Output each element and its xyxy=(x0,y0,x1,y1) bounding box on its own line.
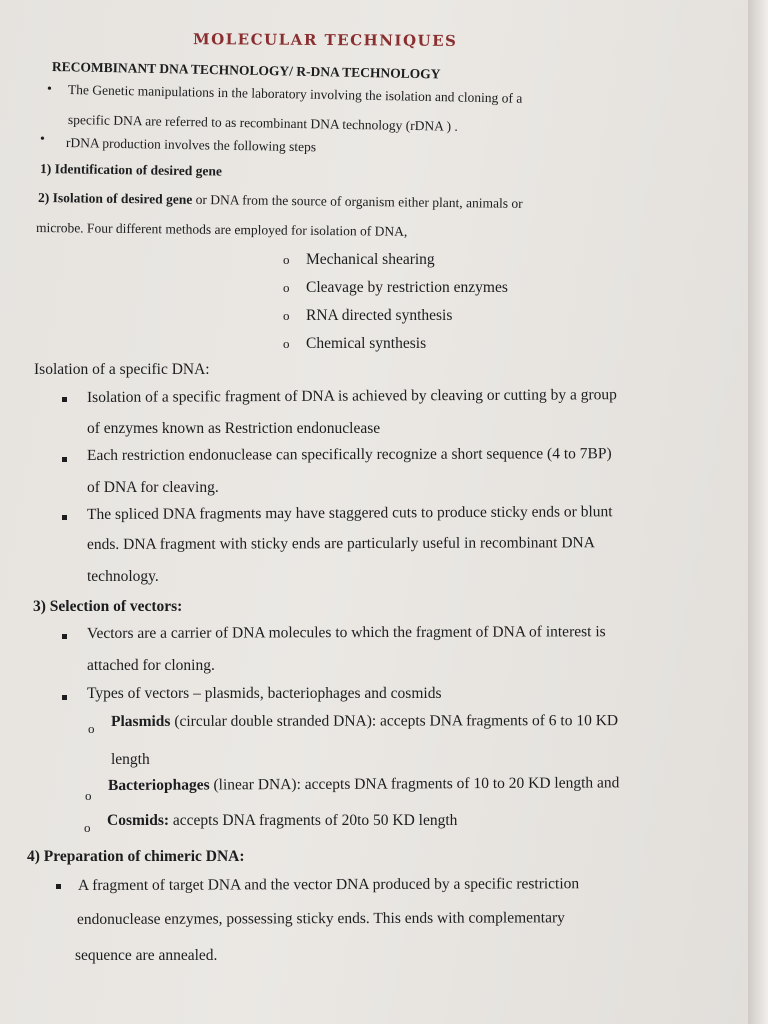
step-1-number: 1) xyxy=(39,161,52,177)
method-3: RNA directed synthesis xyxy=(306,307,453,324)
intro-2-line1: rDNA production involves the following steps xyxy=(65,135,317,155)
page-title: MOLECULAR TECHNIQUES xyxy=(192,30,458,50)
square-bullet xyxy=(62,695,67,700)
isolation-3-line3: technology. xyxy=(87,568,159,585)
method-4: Chemical synthesis xyxy=(306,335,427,352)
step-3-heading: 3) Selection of vectors: xyxy=(33,598,183,615)
cosmids-text: accepts DNA fragments of 20to 50 KD length xyxy=(172,812,458,829)
plasmids-text2: length xyxy=(111,751,150,768)
page-edge xyxy=(748,0,768,1024)
step-4-line2: endonuclease enzymes, possessing sticky ends. This ends with complementary xyxy=(76,909,565,928)
square-bullet xyxy=(62,515,67,520)
isolation-1-line1: Isolation of a specific fragment of DNA is achieved by cleaving or cutting by a group xyxy=(86,386,617,406)
bullet-dot: • xyxy=(47,82,52,97)
step-4-heading: 4) Preparation of chimeric DNA: xyxy=(27,848,245,865)
intro-1-line2: specific DNA are referred to as recombinant DNA technology (rDNA ) . xyxy=(67,112,458,134)
vector-type-bacteriophages xyxy=(108,773,619,796)
step-2-text2: microbe. Four different methods are employed for isolation of DNA, xyxy=(35,220,408,239)
plasmids-name: Plasmids xyxy=(110,712,171,730)
step-1-title: Identification of desired gene xyxy=(54,161,223,179)
circle-bullet: o xyxy=(283,280,290,295)
step-1 xyxy=(40,159,222,182)
step-2-number: 2) xyxy=(37,190,50,206)
cosmids-name: Cosmids: xyxy=(107,812,170,829)
circle-bullet: o xyxy=(88,721,95,736)
step-2-text1: or DNA from the source of organism either plant, animals or xyxy=(195,191,523,211)
intro-1-line1: The Genetic manipulations in the laboratory involving the isolation and cloning of a xyxy=(67,82,523,106)
vector-type-plasmids xyxy=(111,711,618,732)
circle-bullet: o xyxy=(283,252,290,267)
section-subtitle: RECOMBINANT DNA TECHNOLOGY/ R-DNA TECHNOLOGY xyxy=(51,59,441,82)
square-bullet xyxy=(56,884,61,889)
method-1: Mechanical shearing xyxy=(306,251,435,268)
isolation-3-line2: ends. DNA fragment with sticky ends are particularly useful in recombinant DNA xyxy=(86,534,595,553)
isolation-2-line1: Each restriction endonuclease can specifically recognize a short sequence (4 to 7BP) xyxy=(86,445,612,464)
isolation-3-line1: The spliced DNA fragments may have staggered cuts to produce sticky ends or blunt xyxy=(86,503,613,523)
step-3-point-1-line2: attached for cloning. xyxy=(87,657,215,674)
step-4-line3: sequence are annealed. xyxy=(75,947,218,964)
isolation-2-line2: of DNA for cleaving. xyxy=(87,479,219,496)
bullet-dot: • xyxy=(40,132,45,147)
step-3-point-2: Types of vectors – plasmids, bacteriophages and cosmids xyxy=(87,685,442,702)
bacteriophages-text: (linear DNA): accepts DNA fragments of 10 to 20 KD length and xyxy=(213,774,620,794)
square-bullet xyxy=(62,397,67,402)
circle-bullet: o xyxy=(283,308,290,323)
isolation-heading: Isolation of a specific DNA: xyxy=(34,361,210,378)
circle-bullet: o xyxy=(283,336,290,351)
step-4-line1: A fragment of target DNA and the vector DNA produced by a specific restriction xyxy=(77,875,580,894)
vector-type-cosmids xyxy=(107,811,457,831)
isolation-1-line2: of enzymes known as Restriction endonuclease xyxy=(87,420,381,437)
method-2: Cleavage by restriction enzymes xyxy=(306,279,508,296)
step-2-title: Isolation of desired gene xyxy=(52,190,193,207)
square-bullet xyxy=(62,634,67,639)
circle-bullet: o xyxy=(84,820,91,835)
plasmids-text: (circular double stranded DNA): accepts DNA fragments of 6 to 10 KD xyxy=(174,712,619,730)
circle-bullet: o xyxy=(85,788,92,803)
bacteriophages-name: Bacteriophages xyxy=(107,776,210,794)
square-bullet xyxy=(62,457,67,462)
step-3-point-1-line1: Vectors are a carrier of DNA molecules to which the fragment of DNA of interest is xyxy=(86,623,606,642)
